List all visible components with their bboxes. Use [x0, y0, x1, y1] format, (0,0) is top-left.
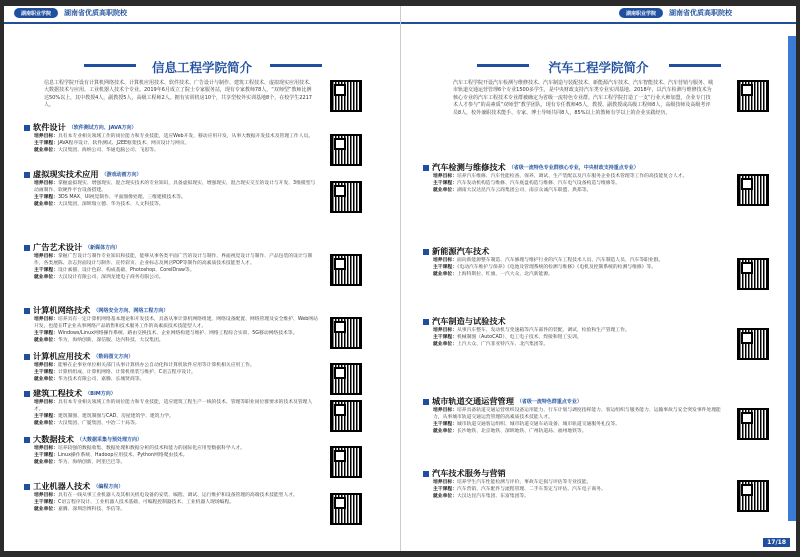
program-detail: 培养目标：掌握广告设计与制作专业知识和技能，能够从事各类平面广告的设计与制作、界面视觉设计与制作、产品包装的设计与制作，各类展陈、杂志封面设计与制作、宣传彩页、企业标志及网店POP等制作的高素质技术技能型人才。	[34, 254, 313, 267]
program-heading	[24, 305, 320, 316]
qr-code	[330, 134, 362, 166]
program-detail: 就业单位：嘉腾、深圳浩博科技、华信等。	[34, 507, 126, 513]
intro-paragraph: 汽车工程学院开设汽车检测与维修技术、汽车制造与装配技术、新能源汽车技术、汽车智能技术、汽车营销与服务、城市轨道交通运营管理6个专业1500多学生，是中央财政支持汽车类专业实训基地。2018年，以汽车检测与维修技术为核心专业的汽车工程技术专业群被确定为省级一流特色专业群。汽车工程学院打造了一支“行业大师加盟，企业专门技术人才参与”的高素质“双师型”教学团队，现有专任教师45人，教授、副教授或高级工程师8人，高级技师及高级考评员8人，校外兼职技术能手、专家、博士导师共同8人，85%以上的教师有学以上的企业实践经历。	[453, 80, 714, 116]
program-detail: 主干课程：Linux操作系统、Hadoop应用技术、Python网络爬虫技术。	[34, 453, 188, 459]
program-tag: （数码图文方向）	[93, 354, 134, 360]
program-name: 大数据技术	[33, 434, 74, 444]
program-name: 汽车检测与维修技术	[432, 162, 506, 172]
program-heading	[423, 396, 721, 407]
program-detail: 就业单位：上汽大众、广汽菲亚特汽车、北汽集团等。	[433, 342, 549, 348]
program-name: 汽车制造与试验技术	[432, 316, 506, 326]
program-heading	[423, 468, 721, 479]
header-rule	[401, 22, 796, 24]
program-detail: 就业单位：大汉集团、广厦集团、中冶二十局等。	[34, 421, 140, 427]
program-section	[24, 481, 320, 513]
program-detail: 主干课程：建筑制图、建筑制图与CAD、房屋建筑学、建筑力学。	[34, 414, 174, 420]
program-name: 城市轨道交通运营管理	[432, 396, 514, 406]
program-name: 新能源汽车技术	[432, 246, 490, 256]
program-section	[423, 316, 721, 348]
right-page	[400, 6, 796, 551]
program-tag: （游戏动画方向）	[101, 172, 142, 178]
program-section	[423, 162, 721, 194]
program-tag: （省级一流特色群重点专业）	[516, 399, 582, 405]
program-detail: 培养目标：培养汽车维修、汽车性能检查、保养、调试、生产装配以及汽车服务企业技术管理等工作的高技能复合人才。	[433, 174, 688, 179]
bullet-square-icon	[24, 245, 30, 251]
program-detail: 培养目标：具有本专业相关领域工作的岗位能力和专业技能，适应建筑工程生产一线的技术、管理等职业岗位群要求的技术及管理人才。	[34, 400, 313, 413]
program-name: 广告艺术设计	[33, 242, 83, 252]
program-section	[423, 396, 721, 435]
program-name: 虚拟现实技术应用	[33, 169, 99, 179]
school-name: 湖南省优质高职院校	[64, 9, 127, 17]
program-tag: （BIM方向）	[85, 391, 116, 397]
program-name: 计算机应用技术	[33, 351, 91, 361]
header-rule	[4, 22, 400, 24]
qr-code	[737, 80, 769, 112]
program-section	[24, 388, 320, 427]
qr-code	[330, 363, 362, 395]
qr-code	[330, 317, 362, 349]
program-detail: 主干课程：汽车发动机构造与维修、汽车底盘构造与维修、汽车电气设备构造与维修等。	[433, 181, 621, 187]
program-detail: 就业单位：上海特斯拉、红旗、一汽大众、北汽新能源。	[433, 272, 553, 278]
program-section	[24, 351, 320, 383]
program-tag: （大数据采集与预处理方向）	[76, 437, 142, 443]
program-detail: 培养目标：能够在企事业单位相关部门从事计算机办公自动化和计算机软件应用等计算机相关应用工作。	[34, 363, 255, 368]
bullet-square-icon	[423, 471, 429, 477]
page-header	[401, 6, 796, 20]
program-detail: 主干课程：机械制图（AutoCAD）、电工电子技术、焊接和钳工实训。	[433, 335, 582, 341]
program-tag: （新媒体方向）	[85, 245, 121, 251]
program-name: 计算机网络技术	[33, 305, 91, 315]
program-tag: （编程方向）	[93, 484, 124, 490]
program-tag: （省级一流特色专业群核心专业，中央财政支持重点专业）	[508, 165, 639, 171]
program-name: 工业机器人技术	[33, 481, 91, 491]
qr-code	[330, 181, 362, 213]
qr-code	[737, 408, 769, 440]
program-detail: 就业单位：长沙地铁、北京地铁、深圳地铁、广州轨道局、福州地铁等。	[433, 429, 587, 435]
page-header	[4, 6, 400, 20]
page-title: 汽车工程学院简介	[548, 60, 649, 75]
bullet-square-icon	[423, 399, 429, 405]
program-heading	[24, 351, 320, 362]
program-section	[24, 122, 320, 154]
bullet-square-icon	[24, 484, 30, 490]
program-detail: 培养目标：从事汽车整车、发动机与变速箱等汽车部件的装配、调试、检验和生产管理工作。	[433, 328, 630, 333]
program-detail: 主干课程：《电动汽车维护与保养》《电池及管理系统的检测与维修》《电机及控制系统的检测与维修》等。	[433, 265, 657, 271]
side-color-bar	[788, 36, 796, 521]
program-detail: 培养目标：培养学生汽车性能检测与评价、事故车定损与评估等专业技能。	[433, 480, 592, 485]
program-section	[423, 246, 721, 278]
program-section	[24, 305, 320, 344]
qr-code	[330, 493, 362, 525]
program-section	[24, 434, 320, 466]
program-heading	[24, 434, 320, 445]
program-detail: 就业单位：大汉设计有限公司、深圳龙建电子商务有限公司。	[34, 275, 164, 281]
program-detail: 就业单位：华为技术有限公司、嘉腾、长城贤商等。	[34, 377, 145, 383]
program-section	[423, 468, 721, 500]
page-title: 信息工程学院简介	[151, 60, 252, 75]
bullet-square-icon	[423, 319, 429, 325]
school-logo: 湖南职业学院	[14, 8, 58, 18]
qr-code	[737, 174, 769, 206]
program-detail: 主干课程：汽车营销、汽车配件与流程管理、二手车鉴定与评估、汽车电子商务。	[433, 487, 606, 493]
program-name: 软件设计	[33, 122, 66, 132]
left-page	[4, 6, 400, 551]
program-heading	[423, 316, 721, 327]
program-detail: 主干课程：城市轨道交通客运组织、城市轨道交通车站设备、城市轨道交通服务礼仪等。	[433, 422, 621, 428]
bullet-square-icon	[24, 391, 30, 397]
qr-code	[737, 328, 769, 360]
school-logo: 湖南职业学院	[619, 8, 663, 18]
intro-paragraph: 信息工程学院开设有计算机网络技术、计算机应用技术、软件技术、广告设计与制作、建筑工程技术、虚拟现实应用技术、大数据技术与应用、工业机器人技术个专业。2019年6月成立了院士专家服务站，现有专家教师78人，“双师型”教师比例达50%以上，其中教授4人，副教授5人，高级工程师2人。拥有实训机房10个，共享型校外实训基地8个，在校学生2217人。	[44, 80, 315, 109]
program-detail: 就业单位：大汉集团、海纳公司、华通电脑公司、飞思等。	[34, 148, 159, 154]
program-detail: 主干课程：3DS MAX、UI视觉制作、平面图像处理、三维建模技术等。	[34, 195, 186, 201]
qr-code	[330, 400, 362, 432]
program-name: 汽车技术服务与营销	[432, 468, 506, 478]
program-detail: 就业单位：华为、海纳创新、阿里巴巴等。	[34, 460, 126, 466]
program-detail: 主干课程：设计素描、设计色彩、构成基础、Photoshop、CorelDraw等。	[34, 268, 195, 274]
bullet-square-icon	[24, 437, 30, 443]
program-detail: 培养目标：具有在一线从事工业机器人及其相关机电设备的安装、编程、调试、运行维护和设备管理的高端技术技能型人才。	[34, 493, 298, 498]
program-detail: 培养目标：培养具有一定计算机网络基本理论和开发技术，具备从事计算机网络组建、网络设备配置、网络管理及安全维护、Web网站开发，也能在IT企业从事网络产品销售和技术服务工作的高素质技术技能型人才。	[34, 317, 318, 330]
bullet-square-icon	[24, 172, 30, 178]
program-detail: 主干课程：JAVA程序设计、软件测试、J2EE框架技术、网页设计与网页。	[34, 141, 190, 147]
program-tag: （软件测试方向、JAVA方向）	[68, 125, 137, 131]
qr-code	[737, 480, 769, 512]
qr-code	[330, 80, 362, 112]
program-detail: 就业单位：湖南大汉达昆汽车云商集团公司、南京众诚汽车联盟、典郑等。	[433, 188, 592, 194]
program-detail: 培养目标：掌握虚拟现实、增强现实、混合现实技术的专业知识，具备虚拟现实、增强现实、混合现实交互的设计与开发、3维模型与动画制作、软硬件平台设备搭建。	[34, 181, 316, 194]
program-detail: 主干课程：计算机组成、计算机网络、计算机组装与维护、C语言程序设计。	[34, 370, 196, 376]
program-detail: 培养目标：具有本专业相关领域工作的岗位能力和专业技能，适应Web开发、移动应用开发，从事大数据开发技术及管理工作人员。	[34, 134, 314, 139]
program-heading	[423, 162, 721, 173]
program-heading	[24, 388, 320, 399]
qr-code	[737, 258, 769, 290]
program-detail: 主干课程：C语言程序设计、工业机器人技术基础、可编程控制器技术、工业机器人现场编程。	[34, 500, 235, 506]
bullet-square-icon	[24, 308, 30, 314]
program-detail: 就业单位：华为、海纳创新、深信服、达内科技、大汉集团。	[34, 338, 164, 344]
page-number: 17/18	[763, 538, 790, 547]
program-section	[24, 242, 320, 281]
bullet-square-icon	[24, 125, 30, 131]
school-name: 湖南省优质高职院校	[669, 9, 732, 17]
program-heading	[24, 169, 320, 180]
program-heading	[423, 246, 721, 257]
program-heading	[24, 242, 320, 253]
document-spread	[4, 6, 796, 551]
program-heading	[24, 481, 320, 492]
program-detail: 培养目标：面向新能源整车制造、汽车修理与维护行业的汽车工程技术人员、汽车制造人员、汽车等职业群。	[433, 258, 664, 263]
program-detail: 就业单位：大汉集团、深圳瑞立德、华为技术、人文科技等。	[34, 202, 164, 208]
bullet-square-icon	[423, 165, 429, 171]
program-section	[24, 169, 320, 208]
program-name: 建筑工程技术	[33, 388, 83, 398]
program-detail: 主干课程：Windows/Linux网络操作系统、路由交换技术、企业网络构建与维护、网络工程综合实训、5G移动网络技术等。	[34, 331, 298, 337]
bullet-square-icon	[24, 354, 30, 360]
program-detail: 就业单位：大汉达昆汽车集团、东富集团等。	[433, 494, 529, 500]
bullet-square-icon	[423, 249, 429, 255]
program-heading	[24, 122, 320, 133]
program-tag: （网络安全方向、网络工程方向）	[93, 308, 169, 314]
qr-code	[330, 446, 362, 478]
program-detail: 培养目标：培养具备轨道交通运营组织设备运用能力、行车计划与调度指挥能力、客运组织与服务能力、运输事故与安全突发事件处理能力，从事城市轨道交通运营管理的高素质技术技能人才。	[433, 408, 721, 421]
qr-code	[330, 254, 362, 286]
program-detail: 培养目标：培养较强的数据收集、数据处理和数据分析的技术和能力的国际化应用型数据科学人才。	[34, 446, 246, 451]
